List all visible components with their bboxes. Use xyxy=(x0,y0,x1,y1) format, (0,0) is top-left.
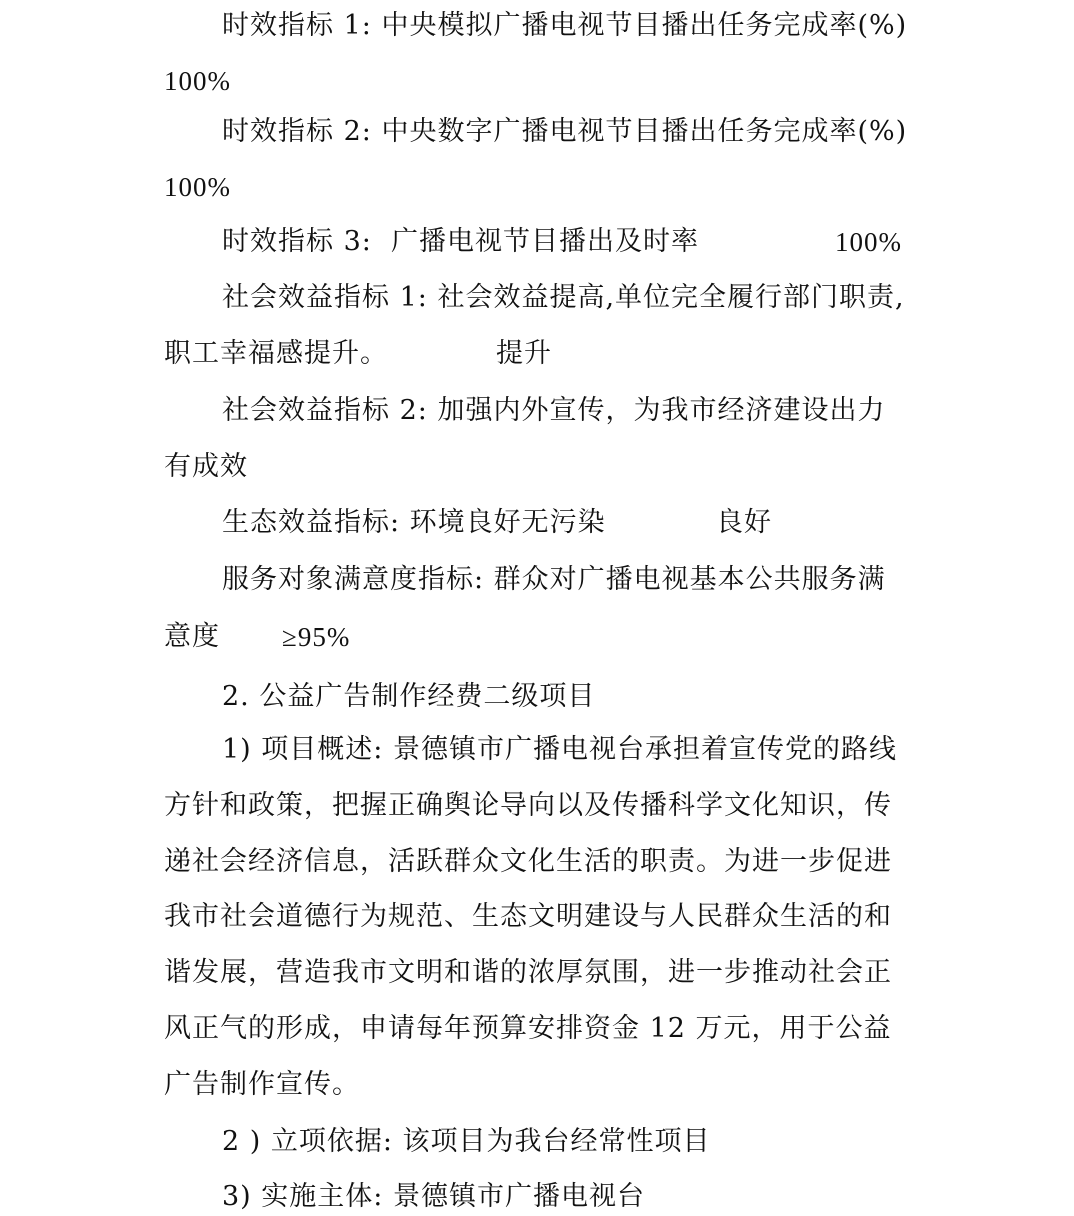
text-line: 2 ) 立项依据: 该项目为我台经常性项目 xyxy=(222,1126,711,1157)
text-line: 社会效益指标 2: 加强内外宣传，为我市经济建设出力 xyxy=(222,395,886,426)
text-line: 生态效益指标: 环境良好无污染 xyxy=(222,507,606,538)
text-line: 时效指标 3: 广播电视节目播出及时率 xyxy=(222,226,700,257)
text-line: 服务对象满意度指标: 群众对广播电视基本公共服务满 xyxy=(222,564,886,595)
text-line: 时效指标 1: 中央模拟广播电视节目播出任务完成率(%) xyxy=(222,10,908,41)
text-line: 1) 项目概述: 景德镇市广播电视台承担着宣传党的路线 xyxy=(222,734,897,765)
text-line: 意度 xyxy=(164,621,220,652)
indicator-value: ≥95% xyxy=(282,622,351,652)
text-line: 社会效益指标 1: 社会效益提高,单位完全履行部门职责, xyxy=(222,282,905,313)
text-line: 职工幸福感提升。 xyxy=(164,338,388,369)
text-line: 递社会经济信息，活跃群众文化生活的职责。为进一步促进 xyxy=(164,846,892,877)
text-line: 100% xyxy=(164,172,231,202)
text-line: 时效指标 2: 中央数字广播电视节目播出任务完成率(%) xyxy=(222,116,908,147)
text-line: 广告制作宣传。 xyxy=(164,1069,360,1100)
text-line: 谐发展，营造我市文明和谐的浓厚氛围，进一步推动社会正 xyxy=(164,957,892,988)
indicator-value: 良好 xyxy=(716,507,772,538)
indicator-value: 100% xyxy=(835,227,902,257)
text-line: 有成效 xyxy=(164,451,248,482)
text-line: 方针和政策，把握正确舆论导向以及传播科学文化知识，传 xyxy=(164,790,892,821)
text-line: 风正气的形成，申请每年预算安排资金 12 万元，用于公益 xyxy=(164,1013,892,1044)
text-line: 100% xyxy=(164,66,231,96)
text-line: 3) 实施主体: 景德镇市广播电视台 xyxy=(222,1181,645,1212)
section-heading: 2. 公益广告制作经费二级项目 xyxy=(222,681,596,712)
indicator-value: 提升 xyxy=(496,338,552,369)
text-line: 我市社会道德行为规范、生态文明建设与人民群众生活的和 xyxy=(164,901,892,932)
